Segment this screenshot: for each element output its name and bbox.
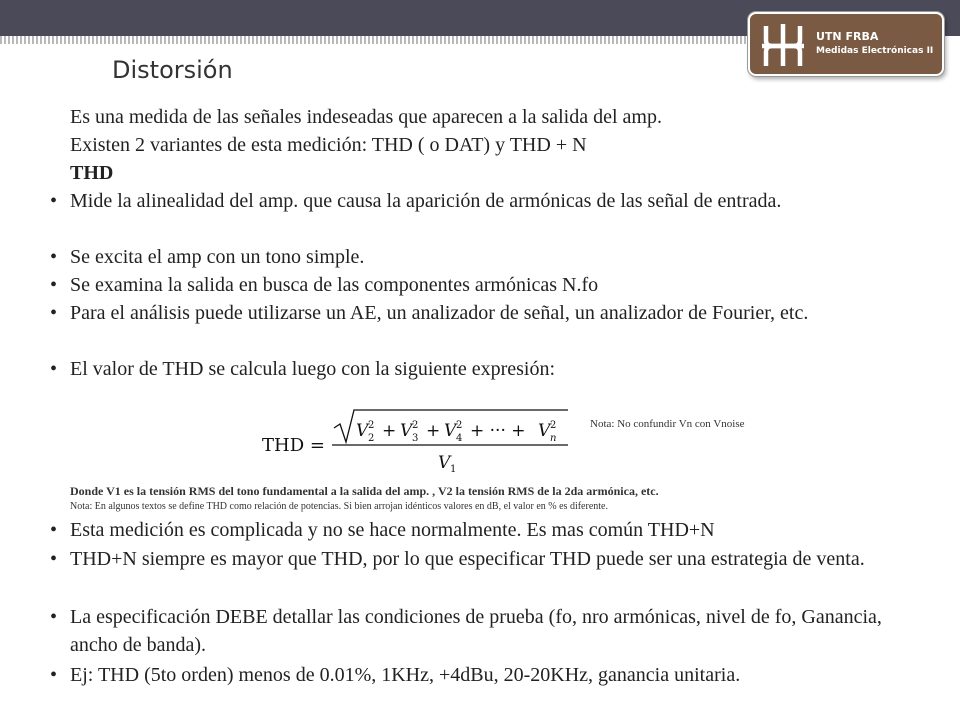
formula-note: Nota: No confundir Vn con Vnoise [590,418,745,430]
term-vn-sub: n [550,433,557,444]
header-stripes [0,36,750,44]
thd-formula [262,404,572,476]
term-v3: V [400,421,413,441]
logo-subtitle: Medidas Electrónicas II [816,46,934,56]
plus-dots-plus: + ··· + [470,421,526,441]
plus-2: + [426,421,441,441]
term-vn: V [538,421,551,441]
bullet-marker: • [50,358,58,380]
list-item [50,603,930,659]
list-item-text: THD+N siempre es mayor que THD, por lo que especificar THD puede ser una estrategia de venta. [70,548,865,570]
list-item [50,187,930,215]
list-item [50,516,930,544]
bullet-marker: • [50,246,58,268]
definition-note: Donde V1 es la tensión RMS del tono fundamental a la salida del amp. , V2 la tensión RMS de la 2da armónica, etc. [70,484,659,498]
term-v2-sup: 2 [368,420,375,431]
list-item [50,271,930,299]
list-item-text: Se examina la salida en busca de las componentes armónicas N.fo [70,274,599,296]
list-item [50,355,930,383]
denominator-v: V [438,453,451,473]
formula-lhs: THD = [262,435,325,456]
bullet-marker: • [50,548,58,570]
term-v2: V [356,421,369,441]
utn-logo-badge [748,12,944,76]
term-v3-sub: 3 [412,433,419,444]
term-v3-sup: 2 [412,420,419,431]
intro-line-2: Existen 2 variantes de esta medición: THD ( o DAT) y THD + N [70,134,587,156]
term-v2-sub: 2 [368,433,375,444]
bullet-marker: • [50,274,58,296]
list-item-text: Mide la alinealidad del amp. que causa la aparición de armónicas de las señal de entrada. [70,190,782,212]
bullet-marker: • [50,606,58,628]
intro-line-1: Es una medida de las señales indeseadas que aparecen a la salida del amp. [70,106,662,128]
bullet-marker: • [50,519,58,541]
power-note: Nota: En algunos textos se define THD como relación de potencias. Si bien arrojan idénticos valores en dB, el valor en % es diferente. [70,501,608,512]
bullet-marker: • [50,302,58,324]
list-item [50,661,930,689]
denominator-sub: 1 [450,464,457,475]
bullet-marker: • [50,664,58,686]
term-vn-sup: 2 [550,420,557,431]
list-item-text: Para el análisis puede utilizarse un AE, un analizador de señal, un analizador de Fourier, etc. [70,302,809,324]
section-label-thd: THD [70,162,114,184]
utn-logo-icon [758,20,808,70]
term-v4-sub: 4 [456,433,463,444]
logo-title: UTN FRBA [816,30,879,43]
slide-title: Distorsión [112,56,233,84]
term-v4: V [444,421,457,441]
list-item-text: Esta medición es complicada y no se hace normalmente. Es mas común THD+N [70,519,715,541]
list-item-text: La especificación DEBE detallar las condiciones de prueba (fo, nro armónicas, nivel de fo, Ganancia, ancho de banda). [70,606,882,656]
list-item-text: Se excita el amp con un tono simple. [70,246,365,268]
list-item-text: Ej: THD (5to orden) menos de 0.01%, 1KHz, +4dBu, 20-20KHz, ganancia unitaria. [70,664,741,686]
list-item [50,545,930,573]
list-item [50,243,930,271]
bullet-marker: • [50,190,58,212]
term-v4-sup: 2 [456,420,463,431]
list-item-text: El valor de THD se calcula luego con la siguiente expresión: [70,358,556,380]
list-item [50,299,930,327]
plus-1: + [382,421,397,441]
